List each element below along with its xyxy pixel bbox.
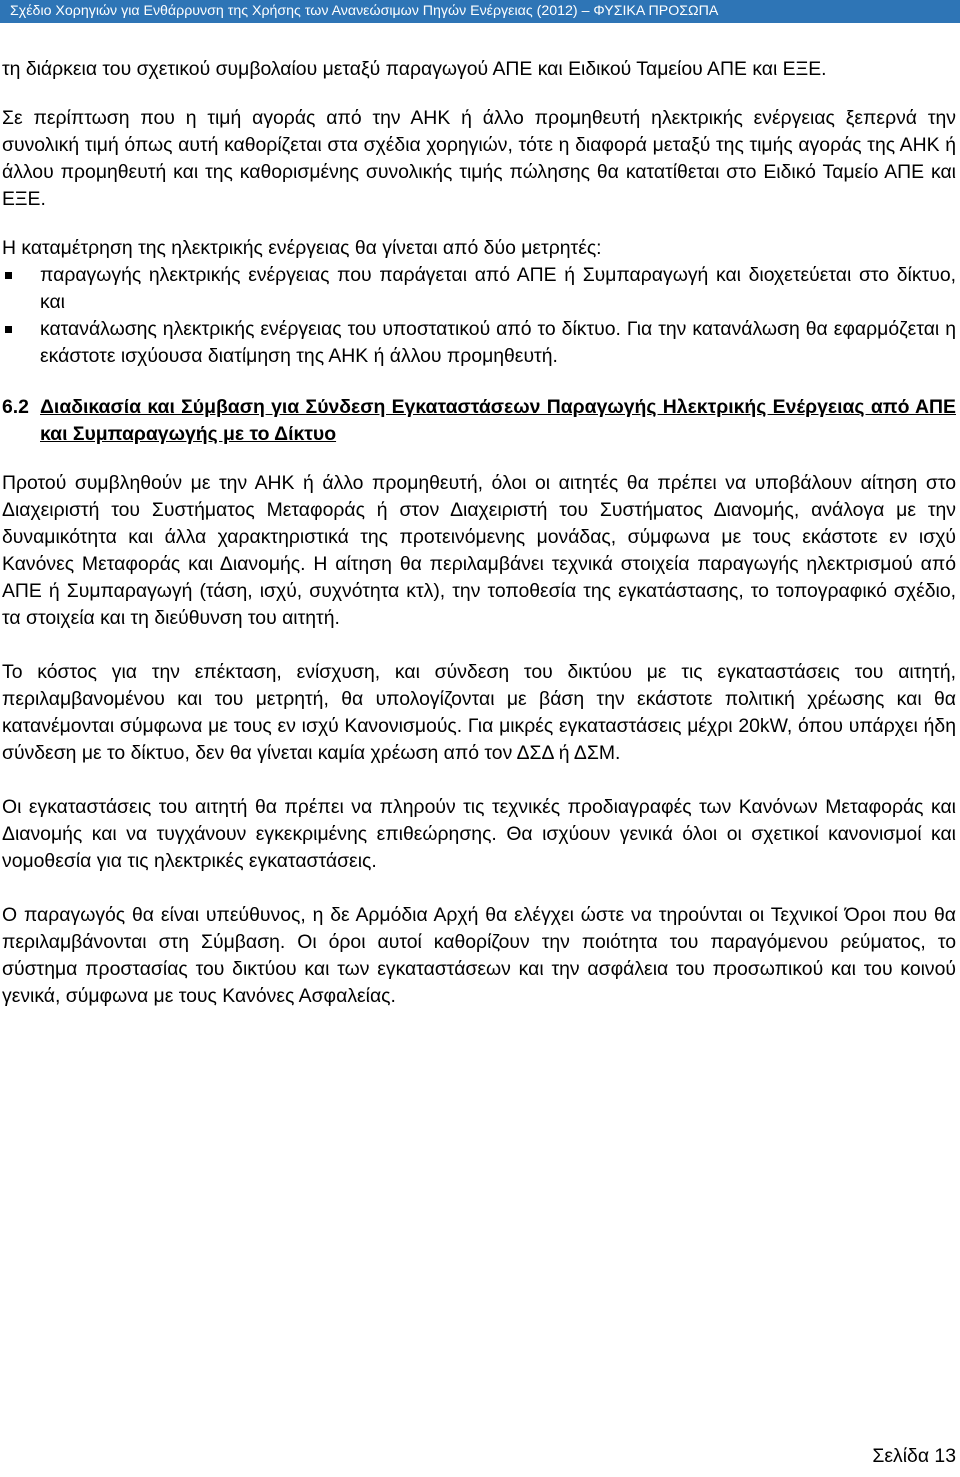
spacer	[2, 448, 956, 470]
paragraph-connection-cost: Το κόστος για την επέκταση, ενίσχυση, και σύνδεση του δικτύου με τις εγκαταστάσεις του αιτητή, περιλαμβανομένου και του μετρητή, θα υπολογίζονται με βάση την εκάστοτε πολιτική χρέωσης και θα κατανέμονται σύμφωνα με τους εν ισχύ Κανονισμούς. Για μικρές εγκαταστάσεις μέχρι 20kW, όπου υπάρχει ήδη σύνδεση με το δίκτυο, δεν θα γίνεται καμία χρέωση από τον ΔΣΔ ή ΔΣΜ.	[2, 661, 956, 764]
square-bullet-icon	[5, 326, 12, 333]
paragraph-price-difference: Σε περίπτωση που η τιμή αγοράς από την ΑΗΚ ή άλλο προμηθευτή ηλεκτρικής ενέργειας ξεπερνά την συνολική τιμή όπως αυτή καθορίζεται στα σχέδια χορηγιών, τότε η διαφορά μεταξύ της τιμής αγοράς της ΑΗΚ ή άλλου προμηθευτή και της καθορισμένης συνολικής τιμής πώλησης θα κατατίθεται στο Ειδικό Ταμείο ΑΠΕ και ΕΞΕ.	[2, 107, 956, 210]
section-number: 6.2	[2, 396, 29, 418]
section-title: Διαδικασία και Σύμβαση για Σύνδεση Εγκαταστάσεων Παραγωγής Ηλεκτρικής Ενέργειας από ΑΠΕ και Συμπαραγωγής με το Δίκτυο	[40, 396, 956, 445]
section-heading	[2, 394, 956, 448]
list-item	[2, 262, 956, 316]
paragraph-contract-duration: τη διάρκεια του σχετικού συμβολαίου μεταξύ παραγωγού ΑΠΕ και Ειδικού Ταμείου ΑΠΕ και ΕΞΕ.	[2, 58, 827, 80]
page-content	[0, 56, 960, 1010]
running-header-title: Σχέδιο Χορηγιών για Ενθάρρυνση της Χρήσης των Ανανεώσιμων Πηγών Ενέργειας (2012) – ΦΥΣΙΚΑ ΠΡΟΣΩΠΑ	[10, 3, 719, 19]
list-item	[2, 316, 956, 370]
spacer	[2, 370, 956, 394]
spacer	[2, 767, 956, 794]
metering-bullet-list	[2, 262, 956, 370]
spacer	[2, 875, 956, 902]
page-number: Σελίδα 13	[872, 1445, 956, 1467]
paragraph-metering-intro: Η καταμέτρηση της ηλεκτρικής ενέργειας θα γίνεται από δύο μετρητές:	[2, 237, 602, 259]
list-item-text: παραγωγής ηλεκτρικής ενέργειας που παράγεται από ΑΠΕ ή Συμπαραγωγή και διοχετεύεται στο δίκτυο, και	[40, 264, 956, 313]
paragraph-application-process: Προτού συμβληθούν με την ΑΗΚ ή άλλο προμηθευτή, όλοι οι αιτητές θα πρέπει να υποβάλουν αίτηση στο Διαχειριστή του Συστήματος Μεταφοράς ή στον Διαχειριστή του Συστήματος Διανομής, ανάλογα με την δυναμικότητα και άλλα χαρακτηριστικά της προτεινόμενης μονάδας, σύμφωνα με τους εκάστοτε εν ισχύ Κανόνες Μεταφοράς και Διανομής. Η αίτηση θα περιλαμβάνει τεχνικά στοιχεία παραγωγής ηλεκτρισμού από ΑΠΕ ή Συμπαραγωγή (τάση, ισχύ, συχνότητα κτλ), την τοποθεσία της εγκατάστασης, το τοπογραφικό σχέδιο, τα στοιχεία και τη διεύθυνση του αιτητή.	[2, 472, 956, 629]
paragraph-technical-specs: Οι εγκαταστάσεις του αιτητή θα πρέπει να πληρούν τις τεχνικές προδιαγραφές των Κανόνων Μεταφοράς και Διανομής και να τυγχάνουν εγκεκριμένης επιθεώρησης. Θα ισχύουν γενικά όλοι οι σχετικοί κανονισμοί και νομοθεσία για τις ηλεκτρικές εγκαταστάσεις.	[2, 796, 956, 872]
paragraph-producer-responsibility: Ο παραγωγός θα είναι υπεύθυνος, η δε Αρμόδια Αρχή θα ελέγχει ώστε να τηρούνται οι Τεχνικοί Όροι που θα περιλαμβάνονται στη Σύμβαση. Οι όροι αυτοί καθορίζουν την ποιότητα του παραγόμενου ρεύματος, το σύστημα προστασίας του δικτύου και των εγκαταστάσεων και την ασφάλεια του προσωπικού και του κοινού γενικά, σύμφωνα με τους Κανόνες Ασφαλείας.	[2, 904, 956, 1007]
spacer	[2, 213, 956, 235]
square-bullet-icon	[5, 272, 12, 279]
list-item-text: κατανάλωσης ηλεκτρικής ενέργειας του υποστατικού από το δίκτυο. Για την κατανάλωση θα εφαρμόζεται η εκάστοτε ισχύουσα διατίμηση της ΑΗΚ ή άλλου προμηθευτή.	[40, 318, 956, 367]
running-header	[0, 0, 960, 23]
spacer	[2, 632, 956, 659]
spacer	[2, 83, 956, 105]
